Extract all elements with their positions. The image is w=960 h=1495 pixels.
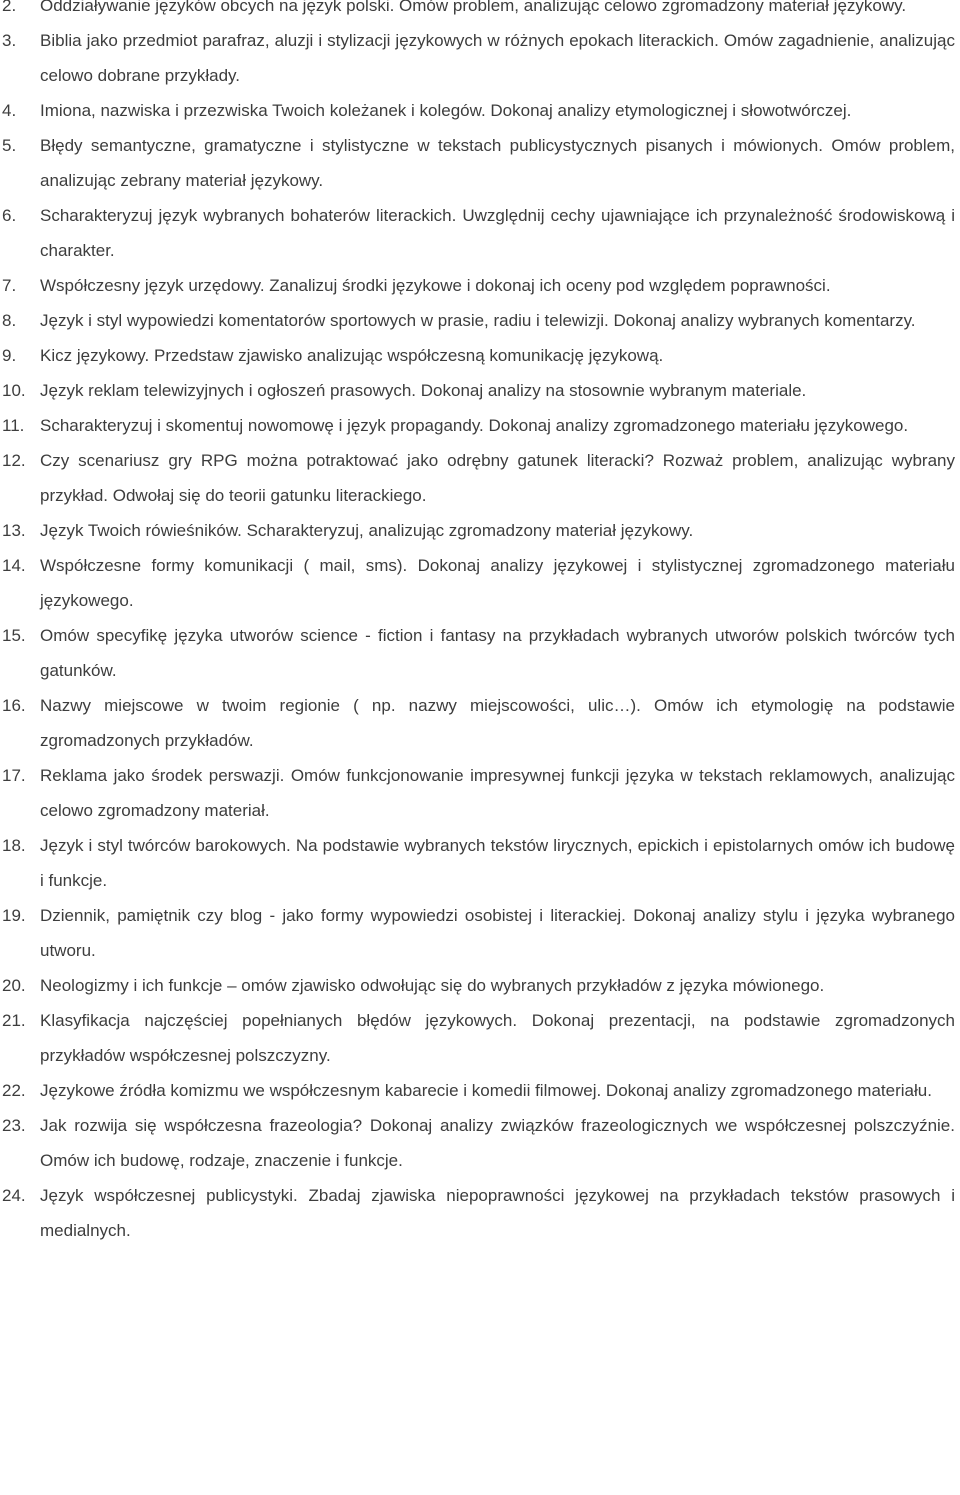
item-number: 15. [2, 626, 26, 645]
list-item [0, 1108, 955, 1178]
item-number: 21. [2, 1011, 26, 1030]
item-number: 13. [2, 521, 26, 540]
item-number: 19. [2, 906, 26, 925]
list-item [0, 618, 955, 688]
list-item [0, 828, 955, 898]
item-text: Neologizmy i ich funkcje – omów zjawisko odwołując się do wybranych przykładów z języka mówionego. [40, 976, 825, 995]
list-item [0, 198, 955, 268]
item-number: 14. [2, 556, 26, 575]
list-item [0, 0, 955, 23]
item-number: 12. [2, 451, 26, 470]
item-text: Nazwy miejscowe w twoim regionie ( np. nazwy miejscowości, ulic…). Omów ich etymologię na podstawie zgromadzonych przykładów. [40, 696, 955, 750]
list-item [0, 408, 955, 443]
item-number: 4. [2, 101, 17, 120]
list-item [0, 1003, 955, 1073]
list-item [0, 373, 955, 408]
list-item [0, 688, 955, 758]
item-text: Scharakteryzuj i skomentuj nowomowę i język propagandy. Dokonaj analizy zgromadzonego materiału językowego. [40, 416, 909, 435]
list-item [0, 898, 955, 968]
item-text: Język i styl twórców barokowych. Na podstawie wybranych tekstów lirycznych, epickich i epistolarnych omów ich budowę i funkcje. [40, 836, 955, 890]
item-number: 10. [2, 381, 26, 400]
list-item [0, 1073, 955, 1108]
item-number: 20. [2, 976, 26, 995]
item-text: Czy scenariusz gry RPG można potraktować jako odrębny gatunek literacki? Rozważ problem, analizując wybrany przykład. Odwołaj się do teorii gatunku literackiego. [40, 451, 955, 505]
list-item [0, 443, 955, 513]
item-number: 3. [2, 31, 17, 50]
item-text: Błędy semantyczne, gramatyczne i stylistyczne w tekstach publicystycznych pisanych i mówionych. Omów problem, analizując zebrany materiał językowy. [40, 136, 955, 190]
item-number: 22. [2, 1081, 26, 1100]
item-text: Imiona, nazwiska i przezwiska Twoich koleżanek i kolegów. Dokonaj analizy etymologicznej i słowotwórczej. [40, 101, 852, 120]
item-text: Język i styl wypowiedzi komentatorów sportowych w prasie, radiu i telewizji. Dokonaj analizy wybranych komentarzy. [40, 311, 916, 330]
list-item [0, 268, 955, 303]
item-number: 9. [2, 346, 17, 365]
item-number: 18. [2, 836, 26, 855]
item-text: Oddziaływanie języków obcych na język polski. Omów problem, analizując celowo zgromadzony materiał językowy. [40, 0, 907, 15]
item-text: Język współczesnej publicystyki. Zbadaj zjawiska niepoprawności językowej na przykładach tekstów prasowych i medialnych. [40, 1186, 955, 1240]
list-item [0, 1178, 955, 1248]
item-number: 16. [2, 696, 26, 715]
list-item [0, 513, 955, 548]
item-text: Biblia jako przedmiot parafraz, aluzji i stylizacji językowych w różnych epokach literackich. Omów zagadnienie, analizując celowo dobrane przykłady. [40, 31, 955, 85]
list-item [0, 548, 955, 618]
list-item [0, 93, 955, 128]
item-text: Kicz językowy. Przedstaw zjawisko analizując współczesną komunikację językową. [40, 346, 664, 365]
item-number: 6. [2, 206, 17, 225]
list-item [0, 23, 955, 93]
item-text: Dziennik, pamiętnik czy blog - jako formy wypowiedzi osobistej i literackiej. Dokonaj analizy stylu i języka wybranego utworu. [40, 906, 955, 960]
item-text: Jak rozwija się współczesna frazeologia? Dokonaj analizy związków frazeologicznych we współczesnej polszczyźnie. Omów ich budowę, rodzaje, znaczenie i funkcje. [40, 1116, 955, 1170]
item-text: Omów specyfikę języka utworów science - fiction i fantasy na przykładach wybranych utworów polskich twórców tych gatunków. [40, 626, 955, 680]
item-number: 17. [2, 766, 26, 785]
item-text: Współczesne formy komunikacji ( mail, sms). Dokonaj analizy językowej i stylistycznej zgromadzonego materiału językowego. [40, 556, 955, 610]
item-text: Współczesny język urzędowy. Zanalizuj środki językowe i dokonaj ich oceny pod względem poprawności. [40, 276, 831, 295]
list-item [0, 303, 955, 338]
list-item [0, 338, 955, 373]
item-number: 2. [2, 0, 17, 15]
item-number: 8. [2, 311, 17, 330]
item-number: 23. [2, 1116, 26, 1135]
item-text: Językowe źródła komizmu we współczesnym kabarecie i komedii filmowej. Dokonaj analizy zgromadzonego materiału. [40, 1081, 932, 1100]
item-text: Scharakteryzuj język wybranych bohaterów literackich. Uwzględnij cechy ujawniające ich przynależność środowiskową i charakter. [40, 206, 955, 260]
item-number: 11. [2, 416, 25, 435]
list-item [0, 128, 955, 198]
item-number: 5. [2, 136, 17, 155]
item-text: Reklama jako środek perswazji. Omów funkcjonowanie impresywnej funkcji języka w tekstach reklamowych, analizując celowo zgromadzony materiał. [40, 766, 955, 820]
item-text: Klasyfikacja najczęściej popełnianych błędów językowych. Dokonaj prezentacji, na podstawie zgromadzonych przykładów współczesnej polszczyzny. [40, 1011, 955, 1065]
item-number: 24. [2, 1186, 26, 1205]
list-item [0, 968, 955, 1003]
item-text: Język Twoich rówieśników. Scharakteryzuj, analizując zgromadzony materiał językowy. [40, 521, 694, 540]
list-item [0, 758, 955, 828]
item-number: 7. [2, 276, 17, 295]
item-text: Język reklam telewizyjnych i ogłoszeń prasowych. Dokonaj analizy na stosownie wybranym materiale. [40, 381, 807, 400]
